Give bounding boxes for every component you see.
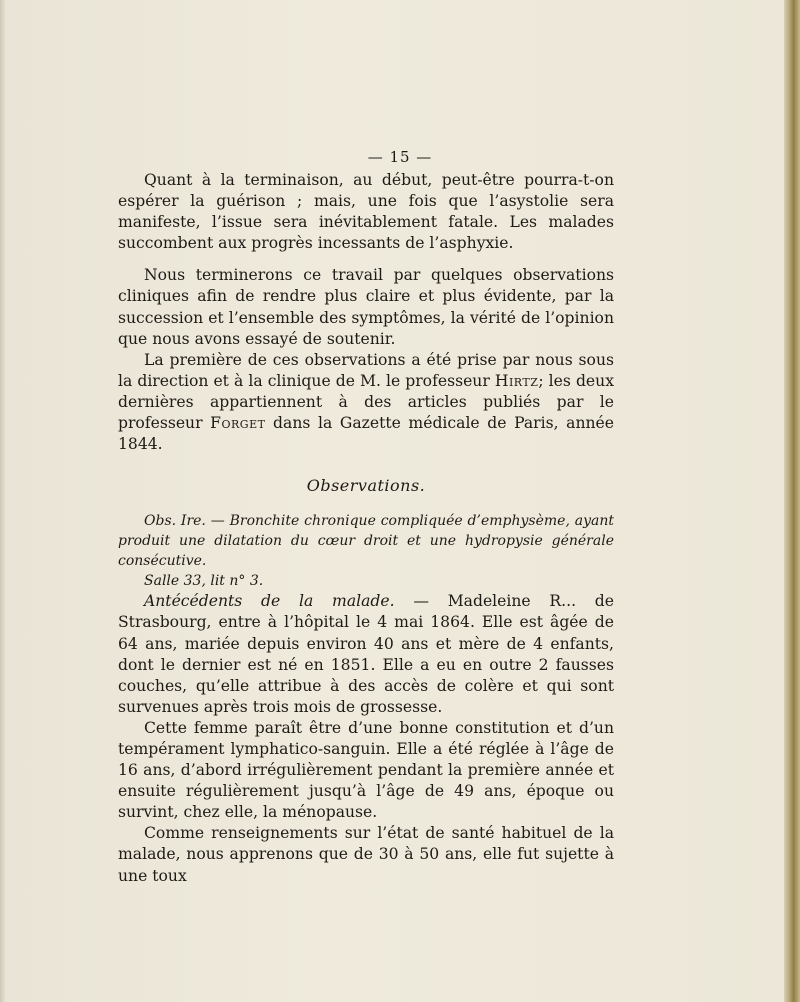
- paragraph-terminaison: Quant à la terminaison, au début, peut-être pourra-t-on espérer la guérison ; mais, une fois que l’asystolie sera manifeste, l’issue sera inévitablement fatale. Les malades succombent aux progrès incessants de l’asphyxie.: [118, 171, 614, 253]
- paragraph-observations-intro: Nous terminerons ce travail par quelques observations cliniques afin de rendre plus claire et plus évidente, par la succession et l’ensemble des symptômes, la vérité de l’opinion que nous avons essayé de soutenir.: [118, 266, 614, 348]
- antecedents-text: — Madeleine R... de Strasbourg, entre à l’hôpital le 4 mai 1864. Elle est âgée de 64 ans, mariée depuis environ 40 ans et mère de 4 enfants, dont le dernier est né en 1851. Elle a eu en outre 2 fausses couches, qu’elle attribue à des accès de colère et qui sont survenues après trois mois de grossesse.: [118, 592, 614, 716]
- paragraph-first-observation-source: [118, 350, 614, 455]
- professor-name-hirtz: Hirtz: [494, 371, 539, 390]
- paragraph-text-after: dans la Gazette médicale de Paris, année 1844.: [118, 414, 614, 454]
- section-heading-observations: Observations.: [306, 476, 426, 496]
- observation-diagnosis: Bronchite chronique compliquée d’emphysème, ayant produit une dilatation du cœur droit et une hydropysie générale consécutive.: [118, 513, 614, 570]
- paragraph-constitution: Cette femme paraît être d’une bonne constitution et d’un tempérament lymphatico-sanguin. Elle a été réglée à l’âge de 16 ans, d’abord irrégulièrement pendant la première année et ensuite régulièrement jusqu’à l’âge de 49 ans, époque ou survint, chez elle, la ménopause.: [118, 718, 614, 822]
- paragraph-text-before: La première de ces observations a été prise par nous sous la direction et à la clinique de M. le professeur: [118, 350, 614, 390]
- page-number: — 15 —: [367, 148, 433, 166]
- antecedents-label: Antécédents de la malade.: [144, 592, 395, 611]
- paragraph-text-middle: ; les deux dernières appartiennent à des articles publiés par le professeur: [118, 371, 614, 433]
- observation-label: Obs. Ire.: [144, 513, 206, 530]
- text-column: [118, 148, 614, 887]
- observation-title: [118, 511, 614, 571]
- observation-location: Salle 33, lit n° 3.: [144, 573, 264, 590]
- professor-name-forget: Forget: [210, 414, 266, 433]
- paragraph-antecedents: [118, 591, 614, 718]
- observation-dash: —: [205, 513, 230, 530]
- paragraph-health-history: Comme renseignements sur l’état de santé habituel de la malade, nous apprenons que de 30 à 50 ans, elle fut sujette à une toux: [118, 824, 614, 885]
